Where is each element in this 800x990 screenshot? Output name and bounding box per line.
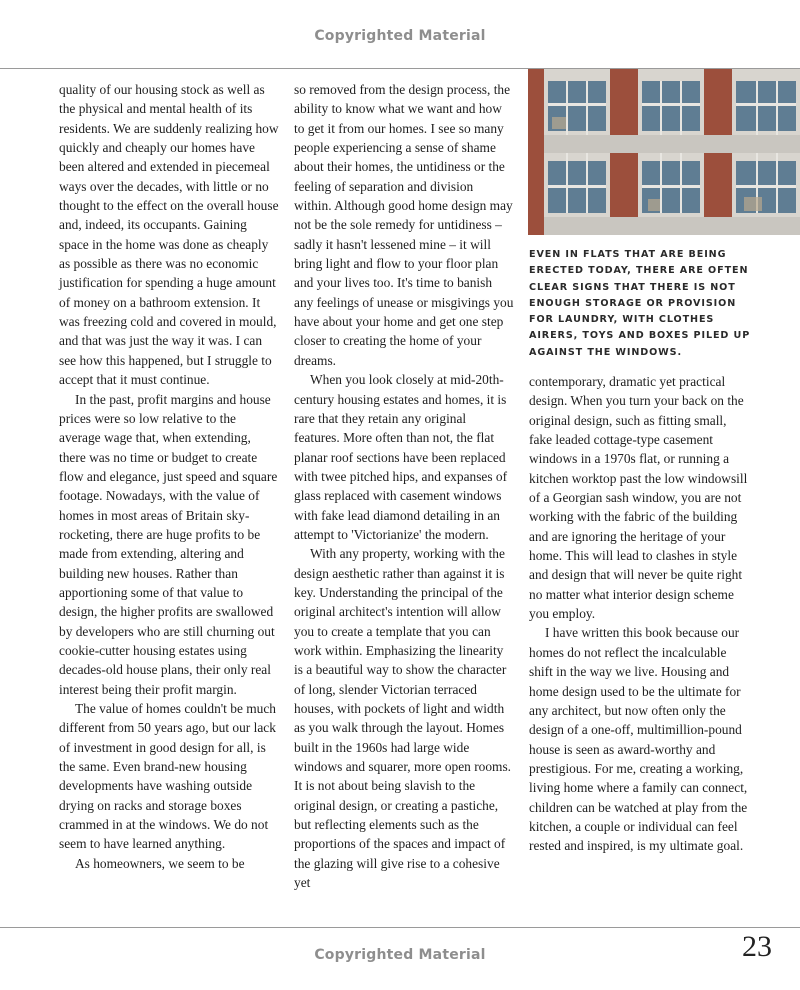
footer-rule [0, 927, 800, 928]
paragraph: When you look closely at mid-20th-century housing estates and homes, it is rare that they retain any original features. More often than not, the flat planar roof sections have been replaced with twee pitched hips, and expanses of glass replaced with casement windows with fake lead diamond detailing in an attempt to 'Victorianize' the modern. [294, 372, 508, 542]
text-column-middle [294, 80, 514, 892]
paragraph: so removed from the design process, the ability to know what we want and how to get it from our homes. I see so many people experiencing a sense of shame about their homes, the untidiness or the feeling of separation and division within. Although good home design may not be the sole remedy for untidiness – sadly it hasn't lessened mine – it will bring light and flow to your floor plan and your lives too. It's time to banish any feelings of unease or misgivings you have about your home and get one step closer to creating the home of your dreams. [294, 82, 514, 368]
header-copyright: Copyrighted Material [314, 28, 486, 44]
paragraph: With any property, working with the design aesthetic rather than against it is key. Understanding the principal of the original architect's intention will allow you to create a template that you can work within. Emphasizing the linearity is a beautiful way to show the character of long, slender Victorian terraced houses, with pockets of light and width as you walk through the layout. Homes built in the 1960s had large wide windows and squarer, more open rooms. It is not about being slavish to the original design, or creating a pastiche, but reflecting elements such as the proportions of the spaces and impact of the glazing will give rise to a cohesive yet [294, 546, 512, 891]
paragraph: contemporary, dramatic yet practical design. When you turn your back on the original design, such as fitting small, fake leaded cottage-type casement windows in a 1970s flat, or running a kitchen worktop past the low windowsill of a Georgian sash window, you are not working with the fabric of the building and are ignoring the heritage of your home. This will lead to clashes in style and design that will never be quite right no matter what interior design scheme you employ. [529, 374, 748, 622]
text-column-right [529, 372, 749, 856]
building-facade-photo [528, 69, 800, 235]
paragraph: I have written this book because our homes do not reflect the incalculable shift in the way we live. Housing and home design used to be the ultimate for any architect, but now often only the design of a one-off, multimillion-pound house is seen as award-worthy and prestigious. For me, creating a working, living home where a family can connect, children can be watched at play from the kitchen, a couple or individual can feel rested and inspired, is my ultimate goal. [529, 625, 748, 854]
text-column-left [59, 80, 279, 873]
paragraph: The value of homes couldn't be much different from 50 years ago, but our lack of investment in good design for all, is the same. Even brand-new housing developments have washing outside drying on racks and storage boxes crammed in at the windows. We do not seem to have learned anything. [59, 701, 276, 852]
paragraph: quality of our housing stock as well as the physical and mental health of its residents. We are suddenly realizing how quickly and cheaply our homes have been altered and extended in piecemeal ways over the decades, with little or no thought to the effect on the overall house and, indeed, its occupants. Gaining space in the home was done as cheaply as possible as there was no economic justification for spending a huge amount of money on a bathroom extension. It was freezing cold and covered in mould, and that was just the way it was. I can see how this happened, but I struggle to accept that it must continue. [59, 82, 279, 388]
paragraph: In the past, profit margins and house prices were so low relative to the average wage that, when extending, there was no time or budget to create flow and elegance, just speed and square footage. Nowadays, with the value of homes in most areas of Britain sky-rocketing, there are huge profits to be made from extending, altering and building new houses. Rather than apportioning some of that value to design, the higher profits are swallowed by developers who are still churning out cookie-cutter housing estates using decades-old house plans, their only real interest being their profit margin. [59, 391, 278, 697]
image-caption: EVEN IN FLATS THAT ARE BEING ERECTED TODAY, THERE ARE OFTEN CLEAR SIGNS THAT THERE IS NOT ENOUGH STORAGE OR PROVISION FOR LAUNDRY, WITH CLOTHES AIRERS, TOYS AND BOXES PILED UP AGAINST THE WINDOWS. [529, 249, 751, 358]
page-number: 23 [742, 930, 772, 963]
footer-copyright: Copyrighted Material [314, 947, 486, 963]
paragraph: As homeowners, we seem to be [75, 855, 245, 871]
